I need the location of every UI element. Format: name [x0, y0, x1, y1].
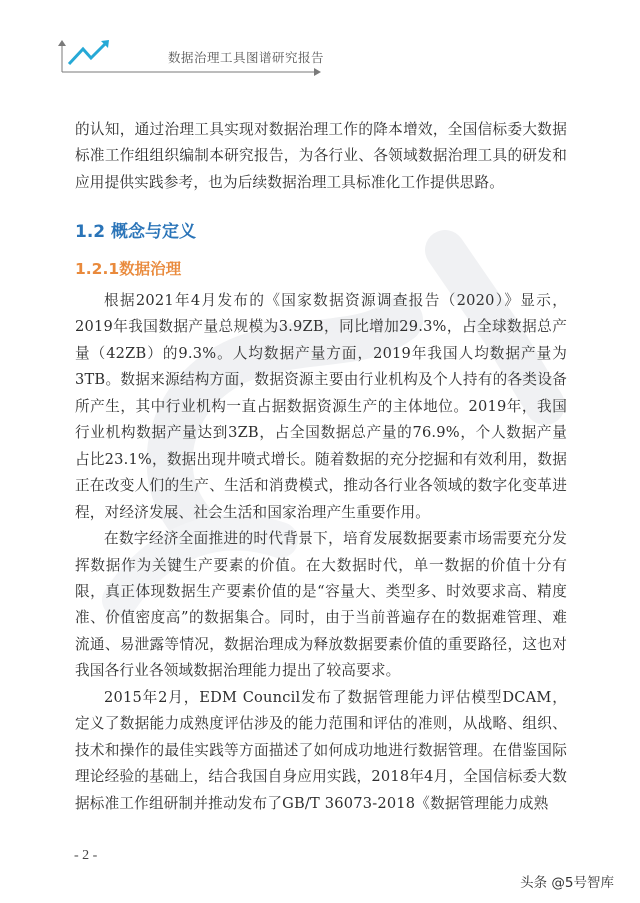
intro-paragraph: 的认知，通过治理工具实现对数据治理工作的降本增效，全国信标委大数据标准工作组组织编制本研究报告，为各行业、各领域数据治理工具的研发和应用提供实践参考，也为后续数据治理工具标准化工作提供思路。: [75, 121, 567, 191]
body-text: [75, 288, 567, 817]
source-watermark-text: 头条 @5号智库: [520, 875, 614, 891]
paragraph-data-element: 在数字经济全面推进的时代背景下，培育发展数据要素市场需要充分发挥数据作为关键生产要素的价值。在大数据时代，单一数据的价值十分有限，真正体现数据生产要素价值的是“容量大、类型多、时效要求高、精度准、价值密度高”的数据集合。同时，由于当前普遍存在的数据难管理、难流通、易泄露等情况，数据治理成为释放数据要素价值的重要路径，这也对我国各行业各领域数据治理能力提出了较高要求。: [75, 530, 567, 680]
paragraph-data-volume: 根据2021年4月发布的《国家数据资源调查报告（2020）》显示，2019年我国数据产量总规模为3.9ZB，同比增加29.3%，占全球数据总产量（42ZB）的9.3%。人均数据产量方面，2019年我国人均数据产量为3TB。数据来源结构方面，数据资源主要由行业机构及个人持有的各类设备所产生，其中行业机构一直占据数据资源生产的主体地位。2019年，我国行业机构数据产量达到3ZB，占全国数据总产量的76.9%，个人数据产量占比23.1%，数据出现井喷式增长。随着数据的充分挖掘和有效利用，数据正在改变人们的生产、生活和消费模式，推动各行业各领域的数字化变革进程，对经济发展、社会生活和国家治理产生重要作用。: [75, 292, 567, 521]
page-header: [58, 38, 328, 78]
page-number: - 2 -: [74, 848, 98, 863]
intro-paragraph-block: [75, 117, 567, 196]
paragraph-dcam: 2015年2月，EDM Council发布了数据管理能力评估模型DCAM，定义了数据能力成熟度评估涉及的能力范围和评估的准则，从战略、组织、技术和操作的最佳实践等方面描述了如何成功地进行数据管理。在借鉴国际理论经验的基础上，结合我国自身应用实践，2018年4月，全国信标委大数据标准工作组研制并推动发布了GB/T 36073-2018《数据管理能力成熟: [75, 688, 567, 812]
report-title: 数据治理工具图谱研究报告: [168, 50, 325, 65]
section-heading: 1.2 概念与定义: [75, 222, 197, 242]
subsection-heading: 1.2.1数据治理: [75, 260, 182, 278]
